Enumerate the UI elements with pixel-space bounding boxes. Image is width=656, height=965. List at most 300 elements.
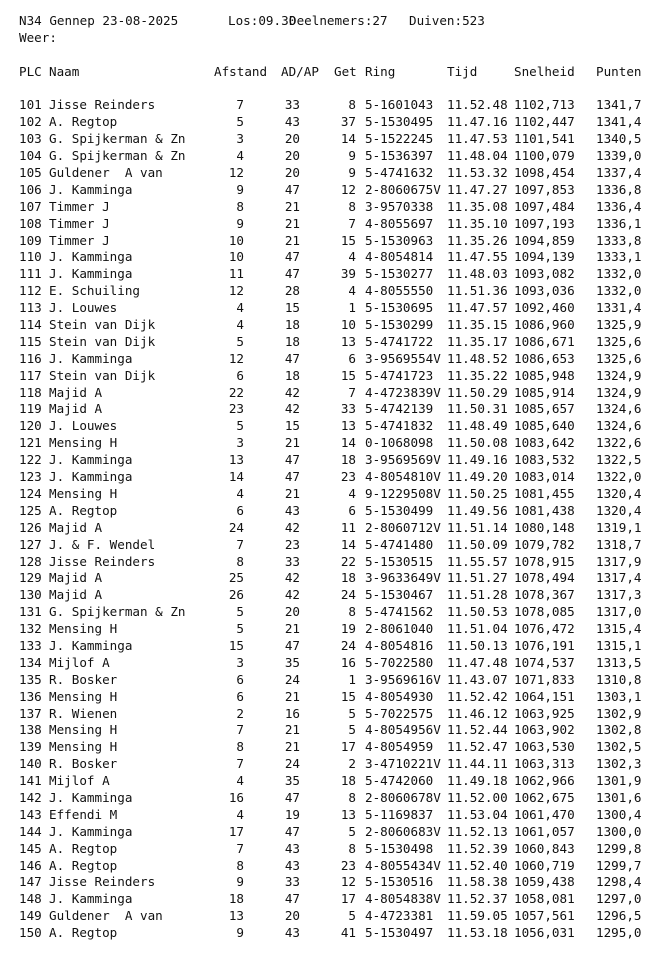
cell-tijd: 11.47.53 bbox=[447, 131, 508, 147]
cell-plc: 135 bbox=[19, 671, 42, 687]
cell-afstand: 3 bbox=[236, 435, 244, 451]
pigeons-count: Duiven:523 bbox=[409, 13, 485, 28]
cell-punten: 1325,9 bbox=[596, 317, 642, 333]
cell-get: 9 bbox=[348, 148, 356, 164]
cell-naam: R. Bosker bbox=[49, 756, 118, 772]
cell-plc: 127 bbox=[19, 536, 42, 552]
cell-punten: 1298,4 bbox=[596, 874, 642, 890]
cell-adap: 20 bbox=[284, 908, 300, 924]
cell-snelheid: 1060,719 bbox=[514, 857, 575, 873]
cell-ring: 9-1229508V bbox=[365, 485, 441, 501]
cell-punten: 1324,6 bbox=[596, 418, 642, 434]
cell-naam: Mensing H bbox=[49, 435, 118, 451]
cell-afstand: 13 bbox=[228, 908, 244, 924]
cell-punten: 1297,0 bbox=[596, 891, 642, 907]
cell-tijd: 11.35.22 bbox=[447, 367, 508, 383]
cell-snelheid: 1063,530 bbox=[514, 739, 575, 755]
cell-punten: 1325,6 bbox=[596, 333, 642, 349]
cell-ring: 5-1530497 bbox=[365, 925, 434, 941]
cell-snelheid: 1062,966 bbox=[514, 773, 575, 789]
cell-adap: 21 bbox=[284, 739, 300, 755]
cell-afstand: 4 bbox=[236, 773, 244, 789]
cell-get: 10 bbox=[340, 317, 356, 333]
cell-get: 17 bbox=[340, 891, 356, 907]
cell-afstand: 10 bbox=[228, 249, 244, 265]
cell-plc: 102 bbox=[19, 114, 42, 130]
table-row bbox=[19, 874, 649, 891]
cell-naam: Jisse Reinders bbox=[49, 97, 156, 113]
table-row bbox=[19, 587, 649, 604]
cell-plc: 145 bbox=[19, 840, 42, 856]
cell-naam: G. Spijkerman & Zn bbox=[49, 604, 186, 620]
cell-afstand: 25 bbox=[228, 570, 244, 586]
cell-plc: 105 bbox=[19, 165, 42, 181]
cell-plc: 126 bbox=[19, 519, 42, 535]
cell-plc: 107 bbox=[19, 198, 42, 214]
cell-tijd: 11.47.55 bbox=[447, 249, 508, 265]
cell-get: 8 bbox=[348, 840, 356, 856]
cell-punten: 1315,1 bbox=[596, 637, 642, 653]
cell-plc: 140 bbox=[19, 756, 42, 772]
cell-adap: 20 bbox=[284, 131, 300, 147]
cell-get: 15 bbox=[340, 232, 356, 248]
cell-snelheid: 1093,036 bbox=[514, 283, 575, 299]
cell-punten: 1313,5 bbox=[596, 654, 642, 670]
cell-naam: Timmer J bbox=[49, 198, 110, 214]
cell-adap: 47 bbox=[284, 350, 300, 366]
cell-afstand: 5 bbox=[236, 604, 244, 620]
cell-afstand: 18 bbox=[228, 891, 244, 907]
cell-get: 23 bbox=[340, 469, 356, 485]
cell-ring: 4-8054814 bbox=[365, 249, 434, 265]
cell-snelheid: 1081,438 bbox=[514, 502, 575, 518]
cell-punten: 1317,3 bbox=[596, 587, 642, 603]
cell-tijd: 11.52.48 bbox=[447, 97, 508, 113]
cell-plc: 130 bbox=[19, 587, 42, 603]
cell-ring: 5-4741722 bbox=[365, 333, 434, 349]
cell-tijd: 11.58.38 bbox=[447, 874, 508, 890]
table-row bbox=[19, 604, 649, 621]
cell-tijd: 11.47.16 bbox=[447, 114, 508, 130]
cell-adap: 33 bbox=[284, 97, 300, 113]
cell-snelheid: 1083,642 bbox=[514, 435, 575, 451]
cell-afstand: 6 bbox=[236, 367, 244, 383]
cell-plc: 144 bbox=[19, 823, 42, 839]
cell-ring: 5-4741832 bbox=[365, 418, 434, 434]
cell-punten: 1336,8 bbox=[596, 181, 642, 197]
cell-naam: Mensing H bbox=[49, 485, 118, 501]
cell-ring: 5-1530499 bbox=[365, 502, 434, 518]
cell-get: 1 bbox=[348, 300, 356, 316]
cell-afstand: 23 bbox=[228, 401, 244, 417]
table-row bbox=[19, 266, 649, 283]
cell-naam: Guldener A van bbox=[49, 908, 163, 924]
cell-afstand: 6 bbox=[236, 502, 244, 518]
col-afstand: Afstand bbox=[214, 63, 268, 79]
cell-naam: Jisse Reinders bbox=[49, 874, 156, 890]
cell-plc: 147 bbox=[19, 874, 42, 890]
cell-tijd: 11.50.13 bbox=[447, 637, 508, 653]
cell-afstand: 4 bbox=[236, 300, 244, 316]
cell-plc: 149 bbox=[19, 908, 42, 924]
cell-get: 19 bbox=[340, 621, 356, 637]
cell-naam: A. Regtop bbox=[49, 502, 118, 518]
cell-afstand: 4 bbox=[236, 317, 244, 333]
cell-tijd: 11.48.49 bbox=[447, 418, 508, 434]
cell-ring: 4-8054816 bbox=[365, 637, 434, 653]
cell-plc: 103 bbox=[19, 131, 42, 147]
cell-ring: 5-1522245 bbox=[365, 131, 434, 147]
cell-adap: 21 bbox=[284, 232, 300, 248]
table-row bbox=[19, 790, 649, 807]
cell-naam: Majid A bbox=[49, 519, 103, 535]
cell-punten: 1322,0 bbox=[596, 469, 642, 485]
cell-adap: 43 bbox=[284, 114, 300, 130]
cell-afstand: 9 bbox=[236, 925, 244, 941]
table-row bbox=[19, 638, 649, 655]
cell-ring: 4-4723381 bbox=[365, 908, 434, 924]
cell-ring: 5-1530695 bbox=[365, 300, 434, 316]
cell-naam: J. Kamminga bbox=[49, 249, 133, 265]
cell-ring: 2-8061040 bbox=[365, 621, 434, 637]
cell-afstand: 4 bbox=[236, 485, 244, 501]
cell-snelheid: 1098,454 bbox=[514, 165, 575, 181]
cell-snelheid: 1086,653 bbox=[514, 350, 575, 366]
table-row bbox=[19, 114, 649, 131]
cell-snelheid: 1102,713 bbox=[514, 97, 575, 113]
cell-naam: Mensing H bbox=[49, 722, 118, 738]
cell-tijd: 11.51.04 bbox=[447, 621, 508, 637]
cell-tijd: 11.35.10 bbox=[447, 215, 508, 231]
cell-get: 8 bbox=[348, 97, 356, 113]
cell-adap: 15 bbox=[284, 418, 300, 434]
cell-get: 2 bbox=[348, 756, 356, 772]
table-row bbox=[19, 908, 649, 925]
table-row bbox=[19, 435, 649, 452]
cell-tijd: 11.49.18 bbox=[447, 773, 508, 789]
cell-ring: 2-8060683V bbox=[365, 823, 441, 839]
cell-afstand: 8 bbox=[236, 857, 244, 873]
cell-punten: 1317,9 bbox=[596, 553, 642, 569]
cell-ring: 4-8054959 bbox=[365, 739, 434, 755]
cell-naam: J. Kamminga bbox=[49, 181, 133, 197]
cell-afstand: 5 bbox=[236, 114, 244, 130]
cell-ring: 5-4742139 bbox=[365, 401, 434, 417]
table-row bbox=[19, 216, 649, 233]
cell-adap: 33 bbox=[284, 874, 300, 890]
cell-snelheid: 1076,191 bbox=[514, 637, 575, 653]
table-row bbox=[19, 722, 649, 739]
table-row bbox=[19, 689, 649, 706]
cell-plc: 138 bbox=[19, 722, 42, 738]
cell-adap: 28 bbox=[284, 283, 300, 299]
cell-snelheid: 1085,948 bbox=[514, 367, 575, 383]
cell-afstand: 14 bbox=[228, 469, 244, 485]
cell-tijd: 11.35.15 bbox=[447, 317, 508, 333]
table-row bbox=[19, 148, 649, 165]
cell-afstand: 4 bbox=[236, 148, 244, 164]
cell-snelheid: 1085,657 bbox=[514, 401, 575, 417]
cell-tijd: 11.50.25 bbox=[447, 485, 508, 501]
cell-punten: 1325,6 bbox=[596, 350, 642, 366]
cell-tijd: 11.55.57 bbox=[447, 553, 508, 569]
header-line bbox=[19, 13, 649, 30]
table-row bbox=[19, 131, 649, 148]
cell-afstand: 8 bbox=[236, 739, 244, 755]
cell-afstand: 7 bbox=[236, 97, 244, 113]
cell-afstand: 24 bbox=[228, 519, 244, 535]
cell-adap: 47 bbox=[284, 637, 300, 653]
cell-ring: 5-1601043 bbox=[365, 97, 434, 113]
cell-get: 4 bbox=[348, 249, 356, 265]
cell-afstand: 12 bbox=[228, 165, 244, 181]
cell-snelheid: 1086,671 bbox=[514, 333, 575, 349]
cell-plc: 111 bbox=[19, 266, 42, 282]
cell-punten: 1322,6 bbox=[596, 435, 642, 451]
table-row bbox=[19, 199, 649, 216]
table-row bbox=[19, 249, 649, 266]
cell-afstand: 3 bbox=[236, 131, 244, 147]
cell-plc: 148 bbox=[19, 891, 42, 907]
cell-ring: 4-8054810V bbox=[365, 469, 441, 485]
cell-adap: 42 bbox=[284, 384, 300, 400]
cell-get: 1 bbox=[348, 671, 356, 687]
table-row bbox=[19, 334, 649, 351]
cell-tijd: 11.51.36 bbox=[447, 283, 508, 299]
cell-afstand: 9 bbox=[236, 181, 244, 197]
cell-plc: 104 bbox=[19, 148, 42, 164]
cell-ring: 5-4741723 bbox=[365, 367, 434, 383]
cell-get: 18 bbox=[340, 570, 356, 586]
cell-get: 15 bbox=[340, 367, 356, 383]
cell-plc: 141 bbox=[19, 773, 42, 789]
cell-ring: 4-4723839V bbox=[365, 384, 441, 400]
cell-adap: 18 bbox=[284, 333, 300, 349]
cell-adap: 23 bbox=[284, 536, 300, 552]
table-row bbox=[19, 233, 649, 250]
cell-tijd: 11.50.09 bbox=[447, 536, 508, 552]
cell-ring: 5-1530467 bbox=[365, 587, 434, 603]
cell-ring: 0-1068098 bbox=[365, 435, 434, 451]
cell-get: 11 bbox=[340, 519, 356, 535]
cell-plc: 113 bbox=[19, 300, 42, 316]
cell-plc: 101 bbox=[19, 97, 42, 113]
cell-ring: 5-7022580 bbox=[365, 654, 434, 670]
cell-punten: 1302,8 bbox=[596, 722, 642, 738]
cell-plc: 150 bbox=[19, 925, 42, 941]
table-row bbox=[19, 317, 649, 334]
results-table bbox=[19, 97, 649, 942]
cell-snelheid: 1062,675 bbox=[514, 789, 575, 805]
cell-plc: 143 bbox=[19, 806, 42, 822]
table-row bbox=[19, 756, 649, 773]
cell-punten: 1336,1 bbox=[596, 215, 642, 231]
cell-adap: 47 bbox=[284, 249, 300, 265]
table-row bbox=[19, 554, 649, 571]
cell-naam: J. Kamminga bbox=[49, 266, 133, 282]
cell-naam: Stein van Dijk bbox=[49, 333, 156, 349]
cell-naam: Majid A bbox=[49, 401, 103, 417]
cell-tijd: 11.48.52 bbox=[447, 350, 508, 366]
cell-tijd: 11.35.17 bbox=[447, 333, 508, 349]
cell-get: 14 bbox=[340, 435, 356, 451]
cell-plc: 124 bbox=[19, 485, 42, 501]
cell-adap: 21 bbox=[284, 215, 300, 231]
cell-ring: 4-8055550 bbox=[365, 283, 434, 299]
cell-naam: A. Regtop bbox=[49, 840, 118, 856]
cell-ring: 4-8055434V bbox=[365, 857, 441, 873]
cell-naam: Guldener A van bbox=[49, 165, 163, 181]
cell-adap: 47 bbox=[284, 891, 300, 907]
cell-snelheid: 1079,782 bbox=[514, 536, 575, 552]
cell-naam: Jisse Reinders bbox=[49, 553, 156, 569]
cell-plc: 142 bbox=[19, 789, 42, 805]
cell-ring: 2-8060712V bbox=[365, 519, 441, 535]
cell-afstand: 8 bbox=[236, 553, 244, 569]
table-row bbox=[19, 621, 649, 638]
race-title: N34 Gennep 23-08-2025 bbox=[19, 13, 179, 28]
results-document bbox=[19, 13, 649, 942]
cell-afstand: 4 bbox=[236, 806, 244, 822]
cell-get: 5 bbox=[348, 722, 356, 738]
cell-snelheid: 1097,484 bbox=[514, 198, 575, 214]
table-row bbox=[19, 807, 649, 824]
cell-get: 6 bbox=[348, 502, 356, 518]
cell-snelheid: 1076,472 bbox=[514, 621, 575, 637]
cell-adap: 18 bbox=[284, 367, 300, 383]
cell-tijd: 11.52.39 bbox=[447, 840, 508, 856]
table-row bbox=[19, 520, 649, 537]
cell-plc: 119 bbox=[19, 401, 42, 417]
cell-afstand: 12 bbox=[228, 350, 244, 366]
cell-punten: 1299,7 bbox=[596, 857, 642, 873]
cell-naam: J. Kamminga bbox=[49, 823, 133, 839]
cell-punten: 1296,5 bbox=[596, 908, 642, 924]
table-row bbox=[19, 469, 649, 486]
cell-tijd: 11.51.27 bbox=[447, 570, 508, 586]
cell-punten: 1310,8 bbox=[596, 671, 642, 687]
cell-adap: 21 bbox=[284, 485, 300, 501]
cell-naam: Stein van Dijk bbox=[49, 367, 156, 383]
table-row bbox=[19, 773, 649, 790]
cell-ring: 5-4742060 bbox=[365, 773, 434, 789]
cell-tijd: 11.53.18 bbox=[447, 925, 508, 941]
cell-adap: 21 bbox=[284, 621, 300, 637]
cell-tijd: 11.52.44 bbox=[447, 722, 508, 738]
cell-adap: 20 bbox=[284, 148, 300, 164]
table-row bbox=[19, 385, 649, 402]
cell-ring: 2-8060675V bbox=[365, 181, 441, 197]
cell-punten: 1324,9 bbox=[596, 367, 642, 383]
cell-snelheid: 1061,057 bbox=[514, 823, 575, 839]
cell-tijd: 11.44.11 bbox=[447, 756, 508, 772]
cell-punten: 1324,6 bbox=[596, 401, 642, 417]
col-ring: Ring bbox=[365, 63, 396, 79]
cell-punten: 1317,4 bbox=[596, 570, 642, 586]
cell-snelheid: 1093,082 bbox=[514, 266, 575, 282]
cell-afstand: 5 bbox=[236, 333, 244, 349]
cell-get: 7 bbox=[348, 384, 356, 400]
cell-snelheid: 1056,031 bbox=[514, 925, 575, 941]
cell-naam: R. Wienen bbox=[49, 705, 118, 721]
cell-afstand: 11 bbox=[228, 266, 244, 282]
cell-snelheid: 1083,014 bbox=[514, 469, 575, 485]
cell-get: 4 bbox=[348, 283, 356, 299]
cell-punten: 1319,1 bbox=[596, 519, 642, 535]
participants-count: Deelnemers:27 bbox=[289, 13, 388, 28]
cell-punten: 1303,1 bbox=[596, 688, 642, 704]
col-tijd: Tijd bbox=[447, 63, 478, 79]
cell-punten: 1332,0 bbox=[596, 266, 642, 282]
cell-naam: Stein van Dijk bbox=[49, 317, 156, 333]
cell-afstand: 7 bbox=[236, 756, 244, 772]
cell-punten: 1332,0 bbox=[596, 283, 642, 299]
cell-get: 8 bbox=[348, 604, 356, 620]
cell-plc: 112 bbox=[19, 283, 42, 299]
cell-naam: Mensing H bbox=[49, 621, 118, 637]
cell-ring: 4-8054956V bbox=[365, 722, 441, 738]
col-adap: AD/AP bbox=[281, 63, 319, 79]
cell-get: 13 bbox=[340, 806, 356, 822]
cell-ring: 5-1530299 bbox=[365, 317, 434, 333]
cell-naam: A. Regtop bbox=[49, 925, 118, 941]
cell-snelheid: 1059,438 bbox=[514, 874, 575, 890]
cell-naam: G. Spijkerman & Zn bbox=[49, 148, 186, 164]
cell-get: 41 bbox=[340, 925, 356, 941]
cell-get: 16 bbox=[340, 654, 356, 670]
cell-snelheid: 1092,460 bbox=[514, 300, 575, 316]
cell-tijd: 11.53.04 bbox=[447, 806, 508, 822]
cell-adap: 43 bbox=[284, 840, 300, 856]
cell-punten: 1300,4 bbox=[596, 806, 642, 822]
cell-tijd: 11.47.27 bbox=[447, 181, 508, 197]
col-plc: PLC bbox=[19, 63, 42, 79]
cell-naam: J. Kamminga bbox=[49, 452, 133, 468]
cell-tijd: 11.49.20 bbox=[447, 469, 508, 485]
cell-snelheid: 1078,367 bbox=[514, 587, 575, 603]
cell-ring: 4-8054838V bbox=[365, 891, 441, 907]
cell-adap: 42 bbox=[284, 519, 300, 535]
cell-plc: 132 bbox=[19, 621, 42, 637]
cell-snelheid: 1057,561 bbox=[514, 908, 575, 924]
table-row bbox=[19, 165, 649, 182]
cell-afstand: 6 bbox=[236, 688, 244, 704]
cell-get: 18 bbox=[340, 773, 356, 789]
cell-punten: 1301,9 bbox=[596, 773, 642, 789]
cell-get: 7 bbox=[348, 215, 356, 231]
cell-snelheid: 1063,925 bbox=[514, 705, 575, 721]
cell-adap: 21 bbox=[284, 722, 300, 738]
cell-adap: 47 bbox=[284, 266, 300, 282]
cell-get: 37 bbox=[340, 114, 356, 130]
cell-tijd: 11.51.14 bbox=[447, 519, 508, 535]
cell-get: 12 bbox=[340, 181, 356, 197]
cell-ring: 5-1536397 bbox=[365, 148, 434, 164]
cell-snelheid: 1080,148 bbox=[514, 519, 575, 535]
cell-get: 8 bbox=[348, 198, 356, 214]
cell-adap: 35 bbox=[284, 654, 300, 670]
cell-punten: 1318,7 bbox=[596, 536, 642, 552]
cell-tijd: 11.59.05 bbox=[447, 908, 508, 924]
table-row bbox=[19, 351, 649, 368]
cell-snelheid: 1071,833 bbox=[514, 671, 575, 687]
cell-ring: 3-4710221V bbox=[365, 756, 441, 772]
cell-plc: 136 bbox=[19, 688, 42, 704]
cell-get: 9 bbox=[348, 165, 356, 181]
table-row bbox=[19, 97, 649, 114]
cell-snelheid: 1063,902 bbox=[514, 722, 575, 738]
cell-punten: 1302,9 bbox=[596, 705, 642, 721]
